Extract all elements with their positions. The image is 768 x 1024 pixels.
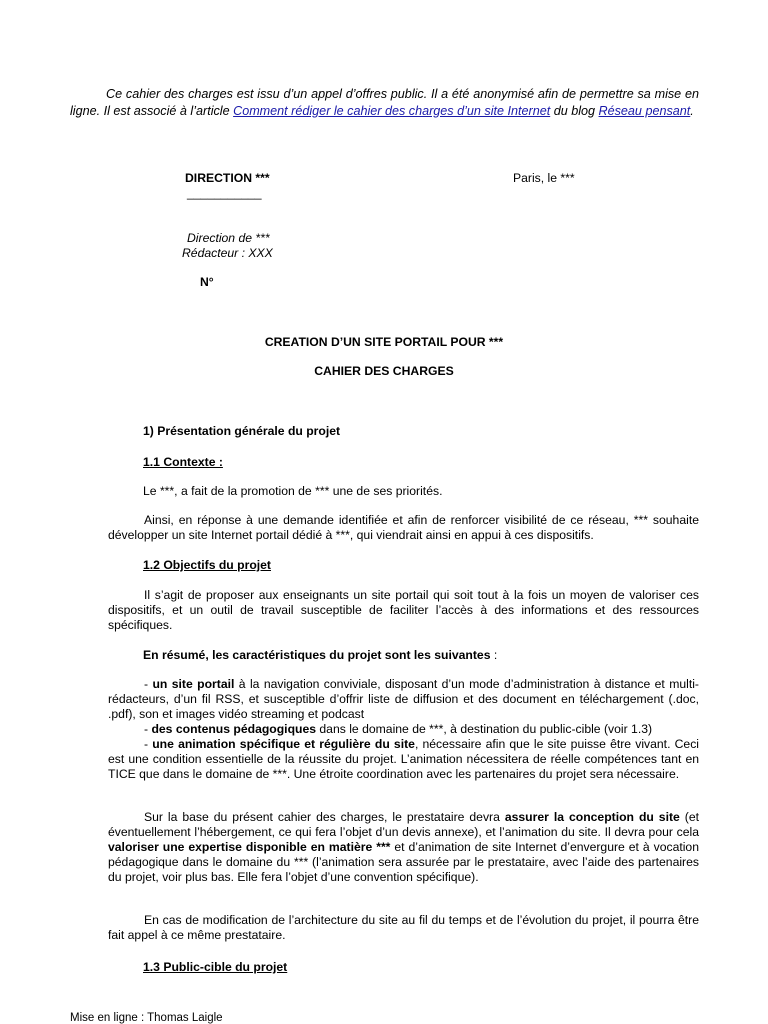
section-heading: 1) Présentation générale du projet (143, 424, 341, 438)
paragraph-prestataire: Sur la base du présent cahier des charges, le prestataire devra assurer la conception du site (et éventuellement l’hébergement, ce qui fera l’objet d’un devis annexe), et l’animation du site. Il devra pour cela valoriser une expertise disponible en matière *** et d’animation de site Internet d’envergure et à vocation pédagogique dans le domaine du *** (l’animation sera assurée par le prestataire, avec l’aide des partenaires du projet, voir plus bas. Elle fera l’objet d’une convention spécifique). (108, 810, 699, 884)
list-item: - des contenus pédagogiques dans le domaine de ***, à destination du public-cible (voir 1.3) (144, 722, 653, 736)
subsection-objectifs: 1.2 Objectifs du projet (143, 558, 271, 572)
intro-paragraph: Ce cahier des charges est issu d’un appel d’offres public. Il a été anonymisé afin de permettre sa mise en ligne. Il est associé à l’article Comment rédiger le cahier des charges d’un site Internet du blog Réseau pensant. (70, 87, 699, 118)
document-subtitle: CAHIER DES CHARGES (314, 364, 454, 378)
place-date: Paris, le *** (513, 171, 575, 185)
paragraph-contexte-2: Ainsi, en réponse à une demande identifiée et afin de renforcer visibilité de ce réseau, *** souhaite développer un site Internet portail dédié à ***, qui viendrait ainsi en appui à ces dispositifs. (108, 513, 699, 542)
reference-number: N° (200, 275, 214, 289)
footer-credit: Mise en ligne : Thomas Laigle (70, 1012, 223, 1024)
direction-de: Direction de *** (187, 231, 270, 245)
list-item: - une animation spécifique et régulière du site, nécessaire afin que le site puisse être vivant. Ceci est une condition essentielle de la réussite du projet. L’animation nécessitera de réelle compétences tant en TICE que dans le domaine de ***. Une étroite coordination avec les partenaires du projet sera nécessaire. (108, 737, 700, 781)
direction-label: DIRECTION *** (185, 171, 270, 185)
article-link[interactable]: Comment rédiger le cahier des charges d’un site Internet (233, 103, 551, 118)
list-item: - un site portail à la navigation conviviale, disposant d’un mode d’administration à distance et multi-rédacteurs, d’un fil RSS, et susceptible d’offrir liste de diffusion et des document en téléchargement (.doc, .pdf), son et images vidéo streaming et podcast (108, 677, 699, 721)
document-title: CREATION D’UN SITE PORTAIL POUR *** (264, 335, 504, 349)
paragraph-contexte-1: Le ***, a fait de la promotion de *** une de ses priorités. (143, 484, 443, 498)
subsection-contexte: 1.1 Contexte : (143, 455, 223, 469)
subsection-public-cible: 1.3 Public-cible du projet (143, 960, 288, 974)
resume-line: En résumé, les caractéristiques du projet sont les suivantes : (143, 648, 498, 662)
blog-link[interactable]: Réseau pensant (598, 103, 691, 118)
paragraph-objectifs: Il s’agit de proposer aux enseignants un site portail qui soit tout à la fois un moyen de valoriser ces dispositifs, et un outil de travail susceptible de faciliter l’accès à des informations et des ressources spécifiques. (108, 588, 699, 632)
paragraph-modification: En cas de modification de l’architecture du site au fil du temps et de l’évolution du projet, il pourra être fait appel à ce même prestataire. (108, 913, 699, 942)
header-rule: ___________ (187, 186, 262, 200)
redacteur: Rédacteur : XXX (182, 246, 273, 260)
